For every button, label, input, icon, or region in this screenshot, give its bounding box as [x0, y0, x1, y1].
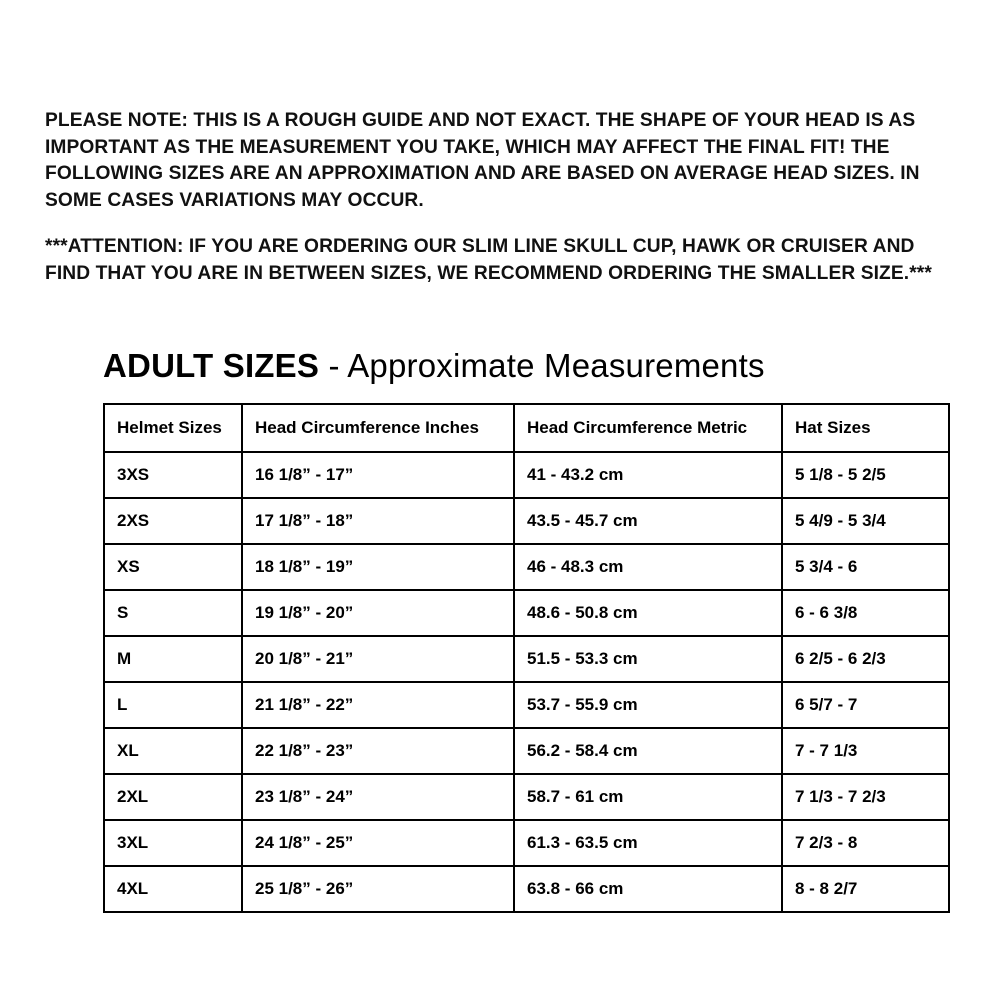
cell-hat-size: 6 5/7 - 7: [782, 682, 949, 728]
cell-hat-size: 7 - 7 1/3: [782, 728, 949, 774]
table-row: [104, 774, 949, 820]
page-title: [103, 347, 955, 385]
cell-helmet-size: 3XS: [104, 452, 242, 498]
cell-helmet-size: L: [104, 682, 242, 728]
cell-hat-size: 5 1/8 - 5 2/5: [782, 452, 949, 498]
cell-helmet-size: 2XL: [104, 774, 242, 820]
cell-hat-size: 6 2/5 - 6 2/3: [782, 636, 949, 682]
table-row: [104, 590, 949, 636]
cell-helmet-size: 4XL: [104, 866, 242, 912]
note-paragraph-1: PLEASE NOTE: THIS IS A ROUGH GUIDE AND NOT EXACT. THE SHAPE OF YOUR HEAD IS AS IMPORTANT AS THE MEASUREMENT YOU TAKE, WHICH MAY AFFECT THE FINAL FIT! THE FOLLOWING SIZES ARE AN APPROXIMATION AND ARE BASED ON AVERAGE HEAD SIZES. IN SOME CASES VARIATIONS MAY OCCUR.: [45, 110, 920, 211]
cell-helmet-size: M: [104, 636, 242, 682]
notes-block: [45, 108, 955, 287]
cell-hat-size: 5 4/9 - 5 3/4: [782, 498, 949, 544]
page-title-bold: ADULT SIZES: [103, 347, 320, 384]
note-paragraph-2: ***ATTENTION: IF YOU ARE ORDERING OUR SLIM LINE SKULL CUP, HAWK OR CRUISER AND FIND THAT YOU ARE IN BETWEEN SIZES, WE RECOMMEND ORDERING THE SMALLER SIZE.***: [45, 236, 932, 284]
table-row: [104, 682, 949, 728]
size-table: [103, 403, 950, 913]
table-row: [104, 452, 949, 498]
cell-inches: 21 1/8” - 22”: [242, 682, 514, 728]
cell-helmet-size: XL: [104, 728, 242, 774]
cell-inches: 18 1/8” - 19”: [242, 544, 514, 590]
cell-hat-size: 8 - 8 2/7: [782, 866, 949, 912]
column-header-hat-sizes: Hat Sizes: [782, 404, 949, 452]
cell-metric: 46 - 48.3 cm: [514, 544, 782, 590]
cell-inches: 19 1/8” - 20”: [242, 590, 514, 636]
table-header-row: [104, 404, 949, 452]
cell-metric: 48.6 - 50.8 cm: [514, 590, 782, 636]
cell-inches: 20 1/8” - 21”: [242, 636, 514, 682]
table-header: [104, 404, 949, 452]
table-row: [104, 498, 949, 544]
cell-helmet-size: S: [104, 590, 242, 636]
cell-inches: 22 1/8” - 23”: [242, 728, 514, 774]
cell-inches: 24 1/8” - 25”: [242, 820, 514, 866]
cell-metric: 56.2 - 58.4 cm: [514, 728, 782, 774]
cell-metric: 58.7 - 61 cm: [514, 774, 782, 820]
column-header-head-circumference-metric: Head Circumference Metric: [514, 404, 782, 452]
cell-helmet-size: 3XL: [104, 820, 242, 866]
cell-helmet-size: XS: [104, 544, 242, 590]
table-row: [104, 820, 949, 866]
cell-metric: 63.8 - 66 cm: [514, 866, 782, 912]
cell-helmet-size: 2XS: [104, 498, 242, 544]
cell-metric: 53.7 - 55.9 cm: [514, 682, 782, 728]
cell-hat-size: 5 3/4 - 6: [782, 544, 949, 590]
cell-metric: 43.5 - 45.7 cm: [514, 498, 782, 544]
table-row: [104, 866, 949, 912]
table-row: [104, 636, 949, 682]
table-body: [104, 452, 949, 912]
cell-inches: 16 1/8” - 17”: [242, 452, 514, 498]
page-title-rest: - Approximate Measurements: [319, 347, 765, 384]
column-header-helmet-sizes: Helmet Sizes: [104, 404, 242, 452]
cell-metric: 41 - 43.2 cm: [514, 452, 782, 498]
cell-hat-size: 7 1/3 - 7 2/3: [782, 774, 949, 820]
cell-inches: 17 1/8” - 18”: [242, 498, 514, 544]
cell-metric: 51.5 - 53.3 cm: [514, 636, 782, 682]
cell-inches: 23 1/8” - 24”: [242, 774, 514, 820]
cell-inches: 25 1/8” - 26”: [242, 866, 514, 912]
column-header-head-circumference-inches: Head Circumference Inches: [242, 404, 514, 452]
table-row: [104, 728, 949, 774]
table-row: [104, 544, 949, 590]
cell-hat-size: 7 2/3 - 8: [782, 820, 949, 866]
cell-metric: 61.3 - 63.5 cm: [514, 820, 782, 866]
cell-hat-size: 6 - 6 3/8: [782, 590, 949, 636]
